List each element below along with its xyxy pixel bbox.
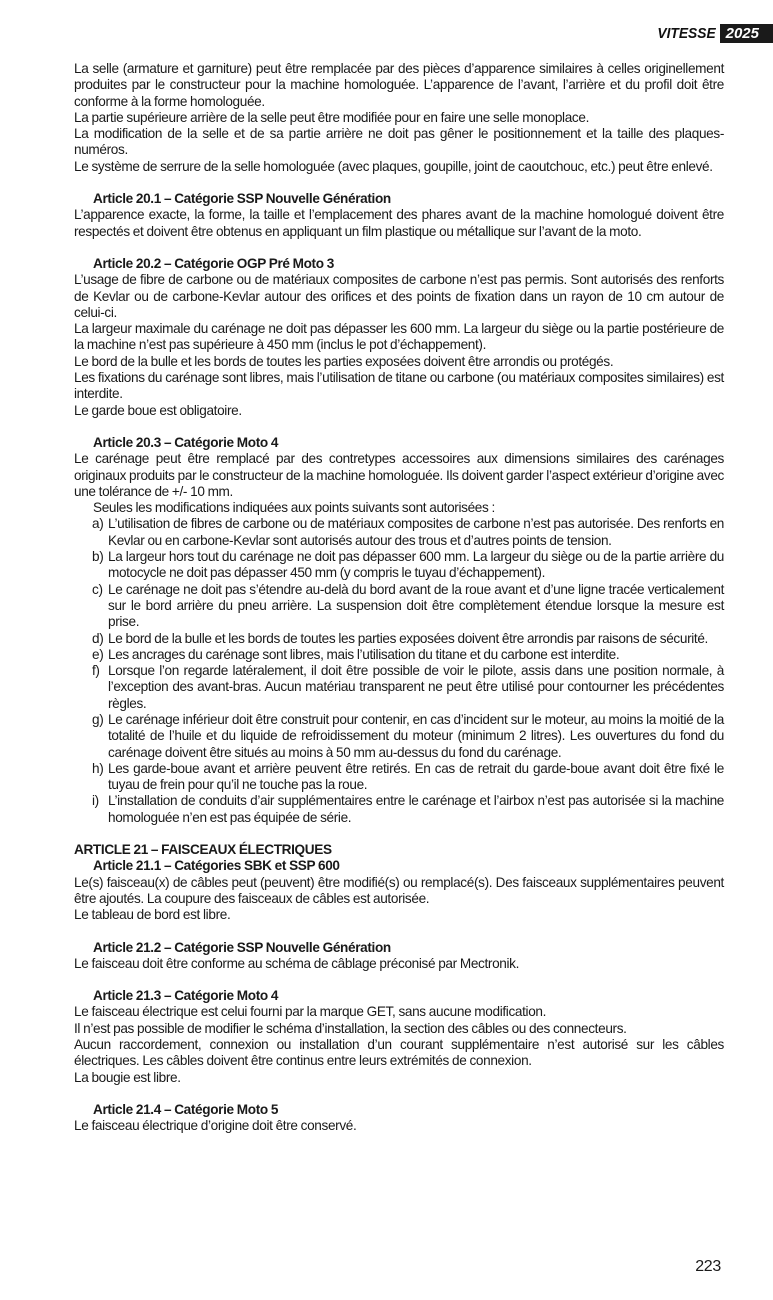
article-21-title: ARTICLE 21 – FAISCEAUX ÉLECTRIQUES — [74, 842, 332, 858]
article-20-1-title: Article 20.1 – Catégorie SSP Nouvelle Génération — [93, 191, 391, 207]
list-item-text: L’utilisation de fibres de carbone ou de matériaux composites de carbone n’est pas autorisée. Des renforts en Kevlar ou en carbone-Kevlar sont autorisés autour des trous et d’autres points de tension. — [108, 516, 724, 548]
list-item-text: Le carénage inférieur doit être construit pour contenir, en cas d’incident sur le moteur, au moins la moitié de la totalité de l’huile et du liquide de refroidissement du moteur (minimum 2 litres). Les ouvertures du fond du carénage doivent être situés au moins à 50 mm au-dessus du fond du carénage. — [108, 711, 724, 760]
paragraph: La bougie est libre. — [74, 1069, 181, 1085]
paragraph: La modification de la selle et de sa partie arrière ne doit pas gêner le positionnement et la taille des plaques-numéros. — [74, 126, 724, 158]
article-20-3-title: Article 20.3 – Catégorie Moto 4 — [93, 434, 279, 450]
page-content — [74, 61, 724, 1135]
list-item — [74, 712, 724, 761]
list-item-text: Les garde-boue avant et arrière peuvent être retirés. En cas de retrait du garde-boue avant doit être fixé le tuyau de frein pour qu’il ne touche pas la roue. — [108, 760, 724, 793]
paragraph: Le faisceau doit être conforme au schéma de câblage préconisé par Mectronik. — [74, 955, 520, 971]
list-item-text: La largeur hors tout du carénage ne doit pas dépasser 600 mm. La largeur du siège ou de la partie arrière du motocycle ne doit pas dépasser 450 mm (y compris le tuyau d’échappement). — [108, 549, 724, 581]
list-item-letter: g) — [92, 711, 104, 727]
paragraph: Le faisceau électrique d’origine doit être conservé. — [74, 1118, 357, 1134]
list-item-letter: f) — [92, 663, 100, 679]
paragraph: Le tableau de bord est libre. — [74, 907, 231, 923]
modifications-list — [74, 516, 724, 826]
paragraph: Le carénage peut être remplacé par des contretypes accessoires aux dimensions similaires des carénages originaux produits par le constructeur de la machine homologuée. Ils doivent garder l’aspect extérieur d’origine avec une tolérance de +/- 10 mm. — [74, 451, 724, 499]
list-item — [74, 761, 724, 794]
list-item-text: Les ancrages du carénage sont libres, mais l’utilisation du titane et du carbone est interdite. — [108, 646, 620, 662]
paragraph: Il n’est pas possible de modifier le schéma d’installation, la section des câbles ou des connecteurs. — [74, 1020, 627, 1036]
paragraph: Le faisceau électrique est celui fourni par la marque GET, sans aucune modification. — [74, 1004, 547, 1020]
list-item-letter: b) — [92, 549, 104, 565]
list-item-text: Le carénage ne doit pas s’étendre au-delà du bord avant de la roue avant et d’une ligne tracée verticalement sur le bord arrière du pneu arrière. La suspension doit être complètement étendue lorsque la mesure est prise. — [108, 581, 724, 630]
list-item — [74, 793, 724, 826]
paragraph: L’usage de fibre de carbone ou de matériaux composites de carbone n’est pas permis. Sont autorisés des renforts de Kevlar ou de carbone-Kevlar autour des orifices et des points de fixation dans un rayon de 10 cm autour de celui-ci. — [74, 272, 724, 320]
list-item — [74, 631, 724, 647]
header-year: 2025 — [720, 24, 773, 43]
list-item — [74, 582, 724, 631]
document-header-tag — [652, 24, 773, 43]
list-item — [74, 516, 724, 549]
paragraph: Le garde boue est obligatoire. — [74, 402, 242, 418]
list-item-letter: i) — [92, 793, 99, 809]
list-item — [74, 663, 724, 712]
paragraph: La partie supérieure arrière de la selle peut être modifiée pour en faire une selle monoplace. — [74, 109, 589, 125]
list-item-text: Lorsque l’on regarde latéralement, il doit être possible de voir le pilote, assis dans une position normale, à l’exception des avant-bras. Aucun matériau transparent ne peut être utilisé pour contourner les précédentes règles. — [108, 663, 724, 711]
paragraph: Le système de serrure de la selle homologuée (avec plaques, goupille, joint de caoutchouc, etc.) peut être enlevé. — [74, 158, 713, 174]
paragraph: Le(s) faisceau(x) de câbles peut (peuvent) être modifié(s) ou remplacé(s). Des faisceaux supplémentaires peuvent être ajoutés. La coupure des faisceaux de câbles est autorisée. — [74, 874, 724, 906]
article-21-1-title: Article 21.1 – Catégories SBK et SSP 600 — [93, 858, 340, 874]
article-20-2-title: Article 20.2 – Catégorie OGP Pré Moto 3 — [93, 255, 334, 271]
paragraph: La largeur maximale du carénage ne doit pas dépasser les 600 mm. La largeur du siège ou la partie postérieure de la machine n’est pas supérieure à 450 mm (inclus le pot d’échappement). — [74, 321, 724, 353]
list-item — [74, 549, 724, 582]
list-item-letter: d) — [92, 630, 104, 646]
article-21-3-title: Article 21.3 – Catégorie Moto 4 — [93, 988, 279, 1004]
list-item-letter: h) — [92, 760, 104, 776]
header-word: VITESSE — [657, 25, 716, 42]
paragraph: Aucun raccordement, connexion ou installation d’un courant supplémentaire n’est autorisé sur les câbles électriques. Les câbles doivent être continus entre leurs extrémités de connexion. — [74, 1037, 724, 1069]
paragraph: La selle (armature et garniture) peut être remplacée par des pièces d’apparence similaires à celles originellement produites par le constructeur pour la machine homologuée. L’apparence de l’avant, l’arrière et du profil doit être conforme à la forme homologuée. — [74, 61, 724, 109]
article-21-4-title: Article 21.4 – Catégorie Moto 5 — [93, 1101, 279, 1117]
list-item — [74, 647, 724, 663]
list-item-letter: a) — [92, 516, 104, 532]
page-number: 223 — [695, 1258, 721, 1275]
article-21-2-title: Article 21.2 – Catégorie SSP Nouvelle Génération — [93, 939, 391, 955]
list-item-letter: e) — [92, 646, 104, 662]
paragraph: Les fixations du carénage sont libres, mais l’utilisation de titane ou carbone (ou matériaux composites similaires) est interdite. — [74, 370, 724, 402]
list-item-text: L’installation de conduits d’air supplémentaires entre le carénage et l’airbox n’est pas autorisée si la machine homologuée n’en est pas équipée de série. — [108, 793, 724, 825]
paragraph: L’apparence exacte, la forme, la taille et l’emplacement des phares avant de la machine homologué doivent être respectés et doivent être obtenus en appliquant un film plastique ou métallique sur l’avant de la moto. — [74, 207, 724, 239]
list-item-text: Le bord de la bulle et les bords de toutes les parties exposées doivent être arrondis par raisons de sécurité. — [108, 630, 708, 646]
list-item-letter: c) — [92, 581, 103, 597]
paragraph: Le bord de la bulle et les bords de toutes les parties exposées doivent être arrondis ou protégés. — [74, 353, 614, 369]
list-intro: Seules les modifications indiquées aux points suivants sont autorisées : — [93, 500, 495, 516]
